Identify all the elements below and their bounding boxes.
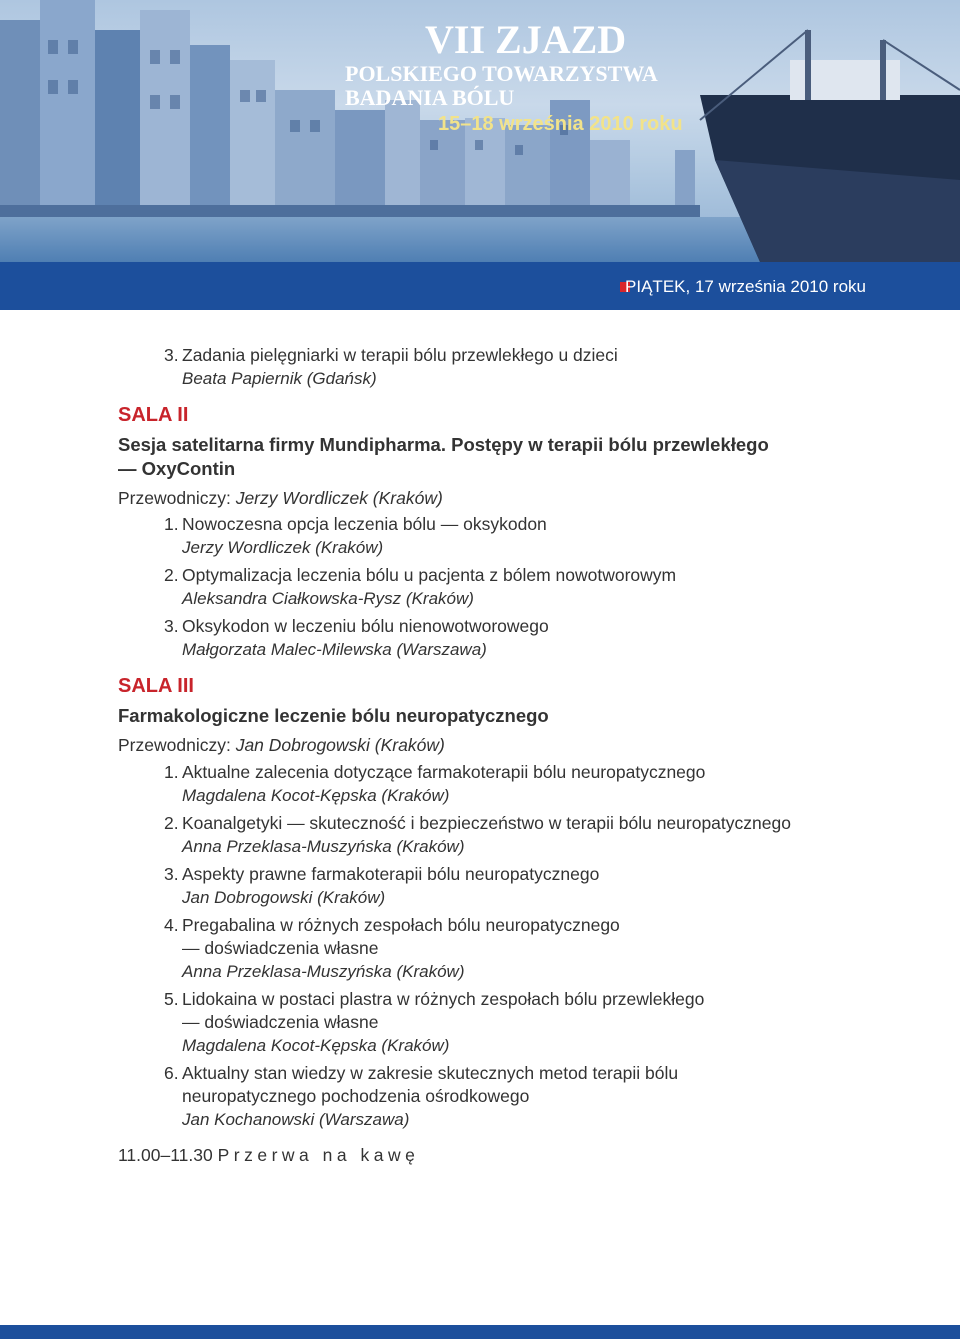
list-item: 2. Koanalgetyki — skuteczność i bezpieczeństwo w terapii bólu neuropatycznego Anna Przeklasa-Muszyńska (Kraków) xyxy=(164,813,791,856)
list-item: 6. Aktualny stan wiedzy w zakresie skutecznych metod terapii bólu neuropatycznego pochodzenia ośrodkowego Jan Kochanowski (Warszawa) xyxy=(164,1063,679,1129)
title-line-1: VII ZJAZD xyxy=(425,17,627,62)
item-title: Zadania pielęgniarki w terapii bólu przewlekłego u dzieci xyxy=(182,345,618,365)
title-dates: 15–18 września 2010 roku xyxy=(438,113,683,135)
session-chair: Przewodniczy: Jan Dobrogowski (Kraków) xyxy=(118,735,445,755)
session-title: Farmakologiczne leczenie bólu neuropatycznego xyxy=(118,705,549,726)
sala-ii-heading: SALA II xyxy=(118,404,189,426)
list-item: 3. Aspekty prawne farmakoterapii bólu neuropatycznego Jan Dobrogowski (Kraków) xyxy=(164,864,600,907)
day-bar xyxy=(0,262,960,310)
list-item: 1. Aktualne zalecenia dotyczące farmakoterapii bólu neuropatycznego Magdalena Kocot-Kępska (Kraków) xyxy=(164,762,706,805)
program-content xyxy=(118,344,918,1167)
list-item: 5. Lidokaina w postaci plastra w różnych zespołach bólu przewlekłego — doświadczenia własne Magdalena Kocot-Kępska (Kraków) xyxy=(164,989,705,1055)
event-title xyxy=(345,18,755,138)
session-chair: Przewodniczy: Jerzy Wordliczek (Kraków) xyxy=(118,488,443,508)
header-banner xyxy=(0,0,960,262)
list-item: 3. Zadania pielęgniarki w terapii bólu przewlekłego u dzieci Beata Papiernik (Gdańsk) xyxy=(164,344,918,390)
list-item: 1. Nowoczesna opcja leczenia bólu — oksykodon Jerzy Wordliczek (Kraków) xyxy=(164,514,547,557)
break-label: Przerwa na kawę xyxy=(217,1145,420,1165)
list-item: 3. Oksykodon w leczeniu bólu nienowotworowego Małgorzata Malec-Milewska (Warszawa) xyxy=(164,616,549,659)
footer-bar xyxy=(0,1325,960,1339)
break-time: 11.00–11.30 xyxy=(118,1145,213,1165)
coffee-break xyxy=(118,1143,918,1167)
session-title: Sesja satelitarna firmy Mundipharma. Postępy w terapii bólu przewlekłego — OxyContin xyxy=(118,434,769,479)
list-item: 4. Pregabalina w różnych zespołach bólu neuropatycznego — doświadczenia własne Anna Przeklasa-Muszyńska (Kraków) xyxy=(164,915,620,981)
day-label: PIĄTEK, 17 września 2010 roku xyxy=(625,277,866,296)
list-item: 2. Optymalizacja leczenia bólu u pacjenta z bólem nowotworowym Aleksandra Ciałkowska-Rysz (Kraków) xyxy=(164,565,677,608)
sala-iii-heading: SALA III xyxy=(118,675,194,697)
title-line-2: POLSKIEGO TOWARZYSTWA BADANIA BÓLU xyxy=(345,61,657,110)
item-author: Beata Papiernik (Gdańsk) xyxy=(182,369,377,388)
